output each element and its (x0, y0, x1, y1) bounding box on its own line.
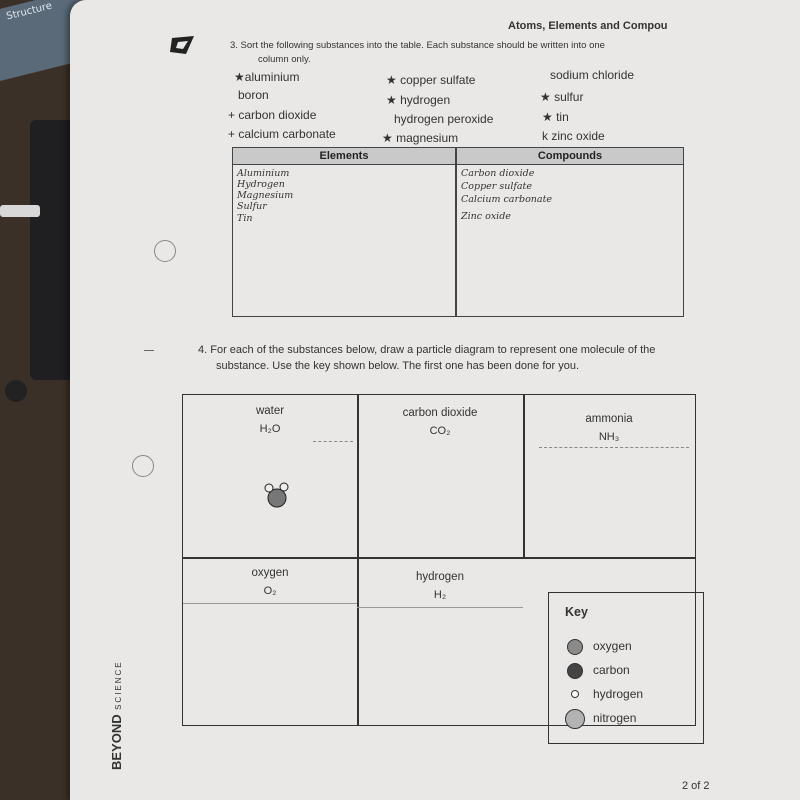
element-entry: Aluminium (237, 168, 290, 179)
cell-hydrogen-formula: H₂ (433, 589, 447, 601)
compound-entry: Carbon dioxide (461, 168, 535, 179)
q4-prompt-line1: 4. For each of the substances below, draw a particle diagram to represent one molecule of the (198, 344, 656, 356)
q3-prompt-line1: 3. Sort the following substances into the table. Each substance should be written into one (230, 40, 605, 51)
key-carbon: carbon (593, 663, 630, 677)
cell-oxygen-formula: O₂ (263, 585, 277, 597)
binder-hole (132, 455, 154, 477)
carbon-key-icon (567, 663, 583, 679)
binder-hole (154, 240, 176, 262)
background-plug (5, 380, 27, 402)
compound-entry: Zinc oxide (461, 211, 511, 222)
substance-hydrogen-peroxide: hydrogen peroxide (394, 112, 494, 126)
elements-header: Elements (233, 148, 455, 165)
compound-entry: Copper sulfate (461, 181, 532, 192)
q4-prompt-line2: substance. Use the key shown below. The first one has been done for you. (216, 360, 580, 372)
brand-logo: BEYOND SCIENCE (109, 660, 124, 770)
substance-boron: boron (238, 88, 269, 102)
compounds-header: Compounds (457, 148, 683, 165)
element-entry: Sulfur (237, 201, 267, 212)
sort-table (232, 147, 684, 317)
margin-tick (144, 350, 154, 351)
nitrogen-key-icon (565, 709, 585, 729)
key-box (548, 592, 704, 744)
element-entry: Hydrogen (237, 179, 285, 190)
substance-carbon-dioxide: + carbon dioxide (228, 108, 317, 122)
substance-hydrogen: ★ hydrogen (386, 93, 451, 107)
substance-sodium-chloride: sodium chloride (550, 68, 635, 82)
oxygen-key-icon (567, 639, 583, 655)
substance-sulfur: ★ sulfur (540, 90, 584, 104)
substance-calcium-carbonate: + calcium carbonate (228, 127, 336, 141)
worksheet-page (70, 0, 800, 800)
cell-oxygen-name: oxygen (251, 567, 289, 579)
substance-zinc-oxide: k zinc oxide (542, 129, 605, 143)
cell-co2-formula: CO₂ (429, 425, 451, 437)
key-hydrogen: hydrogen (593, 687, 644, 701)
substance-magnesium: ★ magnesium (382, 131, 459, 145)
substance-tin: ★ tin (542, 110, 569, 124)
element-entry: Magnesium (237, 190, 294, 201)
cell-hydrogen-name: hydrogen (416, 571, 464, 583)
substance-aluminium: ★aluminium (234, 70, 300, 84)
worksheet-title: Atoms, Elements and Compou (508, 20, 668, 32)
cell-co2-name: carbon dioxide (402, 407, 478, 419)
hydrogen-key-icon (571, 690, 579, 698)
cell-ammonia-formula: NH₃ (598, 431, 620, 443)
logo-icon (168, 34, 198, 56)
cell-ammonia-name: ammonia (585, 413, 633, 425)
cell-water-name: water (255, 405, 285, 417)
q3-prompt-line2: column only. (258, 54, 311, 65)
dash-line (539, 447, 689, 448)
cell-water-formula: H₂O (259, 423, 281, 435)
substance-copper-sulfate: ★ copper sulfate (386, 73, 476, 87)
dash-line (313, 441, 353, 442)
key-oxygen: oxygen (593, 639, 632, 653)
background-laptop-text: Structure (5, 0, 54, 23)
background-cable (0, 205, 40, 217)
page-number: 2 of 2 (682, 780, 710, 792)
key-nitrogen: nitrogen (593, 711, 637, 725)
key-title: Key (565, 605, 588, 619)
compound-entry: Calcium carbonate (461, 194, 553, 205)
element-entry: Tin (237, 213, 253, 224)
table-divider (455, 148, 457, 316)
water-molecule-drawing (261, 481, 293, 511)
